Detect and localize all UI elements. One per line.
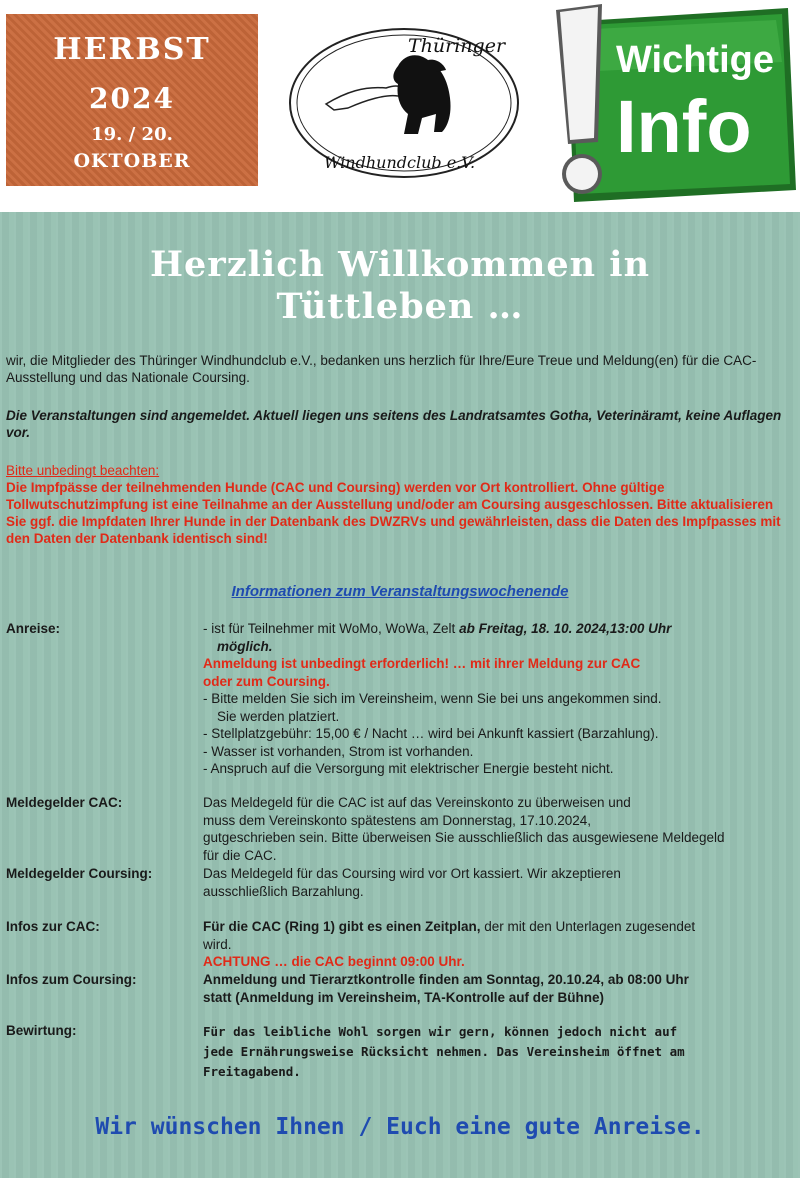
anreise-value bbox=[203, 620, 799, 778]
anreise-date: ab Freitag, 18. 10. 2024,13:00 Uhr bbox=[459, 621, 672, 636]
anreise-line: möglich. bbox=[217, 638, 273, 654]
title-line-1: Herzlich Willkommen in bbox=[149, 244, 651, 285]
anreise-line: - Bitte melden Sie sich im Vereinsheim, wenn Sie bei uns angekommen sind. bbox=[203, 691, 662, 706]
infos-coursing-line: statt (Anmeldung im Vereinsheim, TA-Kontrolle auf der Bühne) bbox=[203, 989, 605, 1005]
footer-greeting: Wir wünschen Ihnen / Euch eine gute Anreise. bbox=[95, 1114, 705, 1140]
badge-year: 2024 bbox=[89, 82, 175, 115]
anreise-line: - Wasser ist vorhanden, Strom ist vorhanden. bbox=[203, 743, 474, 759]
anreise-line: - ist für Teilnehmer mit WoMo, WoWa, Zelt bbox=[203, 621, 460, 636]
meldegelder-cac-value bbox=[203, 794, 799, 864]
infos-cac-schedule: Für die CAC (Ring 1) gibt es einen Zeitplan, bbox=[203, 919, 481, 934]
meldegelder-cac-line: gutgeschrieben sein. Bitte überweisen Sie ausschließlich das ausgewiesene Meldegeld bbox=[203, 830, 725, 845]
title-line-2: Tüttleben … bbox=[276, 286, 524, 327]
warning-block bbox=[6, 462, 796, 547]
badge-days: 19. / 20. bbox=[91, 124, 173, 145]
badge-month: OKTOBER bbox=[73, 150, 191, 172]
bewirtung-label: Bewirtung: bbox=[6, 1023, 77, 1038]
infos-coursing-value bbox=[203, 971, 799, 1006]
anreise-registration-note: Anmeldung ist unbedingt erforderlich! … mit ihrer Meldung zur CAC bbox=[203, 656, 641, 671]
logo-top-text: Thüringer bbox=[408, 35, 506, 57]
meldegelder-cac-label: Meldegelder CAC: bbox=[6, 795, 123, 810]
anreise-line: - Stellplatzgebühr: 15,00 € / Nacht … wird bei Ankunft kassiert (Barzahlung). bbox=[203, 726, 659, 741]
info-sign-line2: Info bbox=[616, 85, 752, 168]
meldegelder-coursing-line: Das Meldegeld für das Coursing wird vor Ort kassiert. Wir akzeptieren bbox=[203, 866, 621, 881]
bewirtung-line: Freitagabend. bbox=[203, 1064, 301, 1079]
meldegelder-cac-line: für die CAC. bbox=[203, 847, 277, 863]
meldegelder-cac-line: Das Meldegeld für die CAC ist auf das Vereinskonto zu überweisen und bbox=[203, 795, 631, 810]
infos-cac-line: wird. bbox=[203, 936, 232, 952]
section-title: Informationen zum Veranstaltungswochenende bbox=[231, 583, 569, 600]
logo-bottom-text: Windhundclub e.V. bbox=[324, 153, 476, 172]
anreise-line: - Anspruch auf die Versorgung mit elektrischer Energie besteht nicht. bbox=[203, 761, 614, 776]
bewirtung-line: Für das leibliche Wohl sorgen wir gern, können jedoch nicht auf bbox=[203, 1024, 678, 1039]
greyhound-logo-icon bbox=[286, 22, 522, 184]
meldegelder-coursing-value bbox=[203, 865, 799, 900]
notice-text: Die Veranstaltungen sind angemeldet. Aktuell liegen uns seitens des Landratsamtes Gotha, Veterinäramt, keine Auflagen vor. bbox=[6, 408, 782, 440]
important-info-sign bbox=[552, 2, 798, 206]
page-title bbox=[0, 244, 800, 328]
anreise-label: Anreise: bbox=[6, 621, 61, 636]
meldegelder-cac-line: muss dem Vereinskonto spätestens am Donnerstag, 17.10.2024, bbox=[203, 812, 591, 828]
anreise-registration-note: oder zum Coursing. bbox=[203, 673, 330, 689]
intro-text: wir, die Mitglieder des Thüringer Windhundclub e.V., bedanken uns herzlich für Ihre/Eure Treue und Meldung(en) für die CAC-Ausstellung und das Nationale Coursing. bbox=[6, 353, 757, 385]
club-logo bbox=[286, 22, 522, 184]
bewirtung-value bbox=[203, 1022, 799, 1082]
infos-cac-value bbox=[203, 918, 799, 971]
content-panel bbox=[0, 212, 800, 1178]
badge-season: HERBST bbox=[53, 32, 211, 67]
exclamation-icon bbox=[556, 4, 602, 194]
anreise-line: Sie werden platziert. bbox=[217, 708, 340, 724]
event-date-badge bbox=[6, 14, 258, 186]
warning-text: Die Impfpässe der teilnehmenden Hunde (CAC und Coursing) werden vor Ort kontrolliert. Ohne gültige Tollwutschutzimpfung ist eine Teilnahme an der Ausstellung und/oder am Coursing ausgeschlossen. Bitte aktualisieren Sie ggf. die Impfdaten Ihrer Hunde in der Datenbank des DWZRVs und gewährleisten, dass die Daten des Impfpasses mit den Daten der Datenbank identisch sind! bbox=[6, 480, 781, 546]
meldegelder-coursing-label: Meldegelder Coursing: bbox=[6, 866, 153, 881]
warning-heading: Bitte unbedingt beachten: bbox=[6, 463, 160, 478]
infos-coursing-label: Infos zum Coursing: bbox=[6, 972, 137, 987]
meldegelder-coursing-line: ausschließlich Barzahlung. bbox=[203, 883, 364, 899]
bewirtung-line: jede Ernährungsweise Rücksicht nehmen. Das Vereinsheim öffnet am bbox=[203, 1044, 685, 1059]
infos-cac-label: Infos zur CAC: bbox=[6, 919, 100, 934]
infos-cac-line: der mit den Unterlagen zugesendet bbox=[480, 919, 696, 934]
infos-coursing-line: Anmeldung und Tierarztkontrolle finden am Sonntag, 20.10.24, ab 08:00 Uhr bbox=[203, 972, 689, 987]
header bbox=[0, 0, 800, 212]
infos-cac-start-time: ACHTUNG … die CAC beginnt 09:00 Uhr. bbox=[203, 954, 465, 969]
info-sign-line1: Wichtige bbox=[616, 39, 774, 81]
